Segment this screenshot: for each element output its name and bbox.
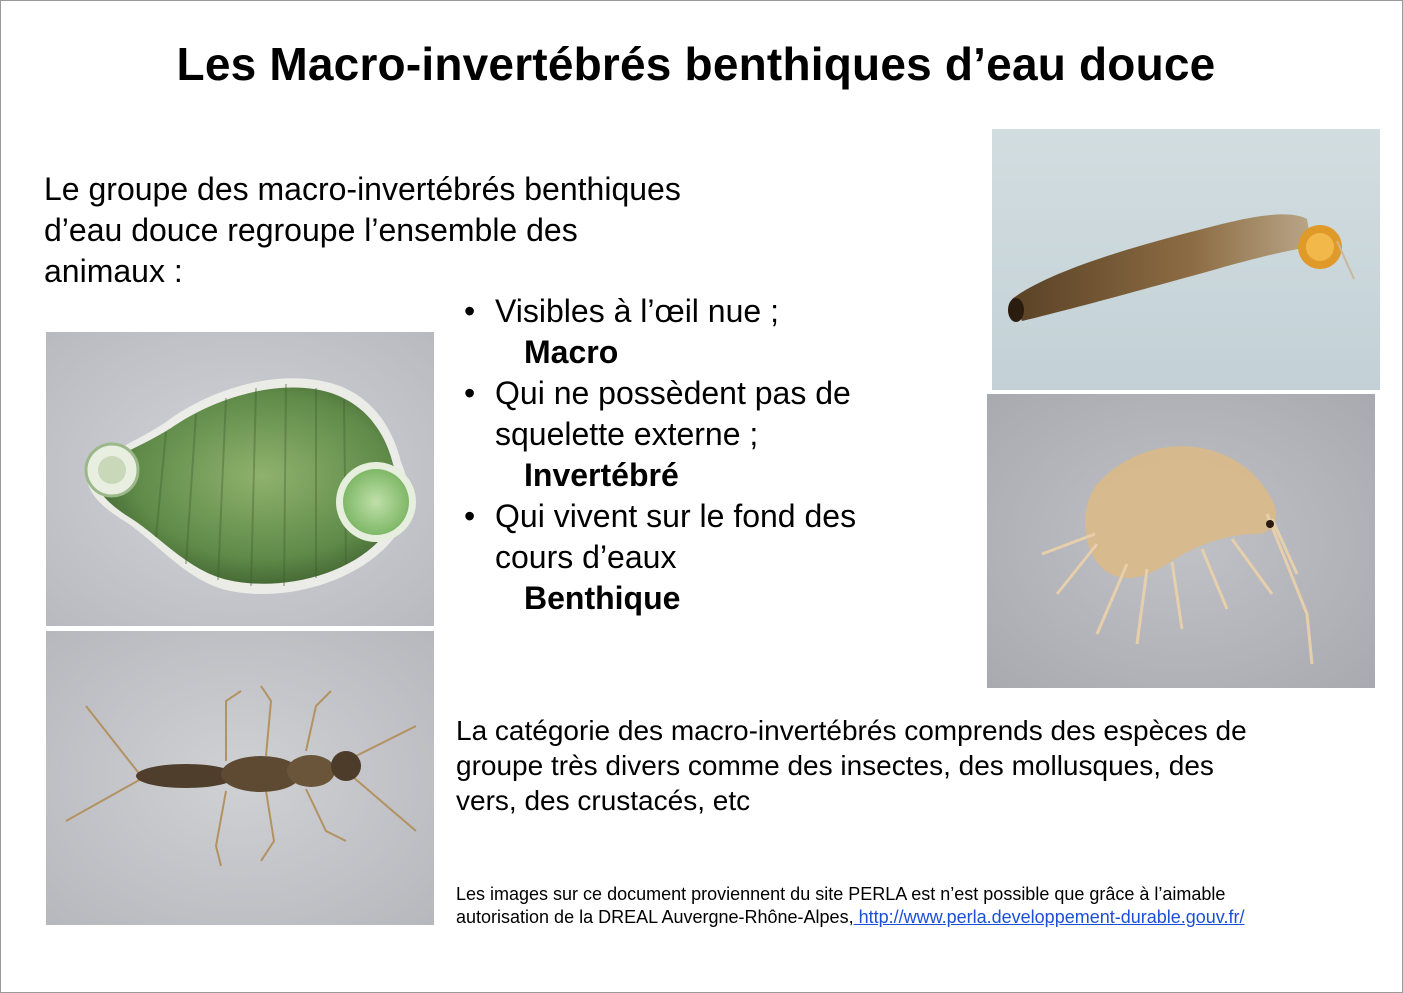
- criteria-item-invertebrate: [464, 373, 944, 496]
- intro-paragraph: [44, 169, 804, 292]
- stonefly-photo: [46, 631, 434, 925]
- criteria-item-visible: [464, 291, 944, 373]
- gammarus-photo: [987, 394, 1375, 688]
- category-paragraph: [456, 713, 1361, 818]
- category-line: La catégorie des macro-invertébrés comprends des espèces de: [456, 715, 1247, 746]
- bullet-dot: •: [464, 375, 476, 411]
- criteria-keyword: Benthique: [524, 580, 681, 616]
- leech-illustration: [46, 332, 434, 626]
- gammarus-illustration: [987, 394, 1375, 688]
- criteria-keyword: Invertébré: [524, 457, 679, 493]
- caddisfly-photo: [992, 129, 1380, 390]
- perla-link[interactable]: http://www.perla.developpement-durable.gouv.fr/: [853, 907, 1245, 927]
- criteria-keyword: Macro: [524, 334, 619, 370]
- criteria-text: Qui ne possèdent pas de: [495, 375, 851, 411]
- credit-line: [456, 906, 1376, 929]
- intro-line: d’eau douce regroupe l’ensemble des: [44, 212, 578, 248]
- bullet-dot: •: [464, 498, 476, 534]
- intro-line: Le groupe des macro-invertébrés benthiques: [44, 171, 681, 207]
- category-line: vers, des crustacés, etc: [456, 785, 751, 816]
- criteria-list: [464, 291, 944, 619]
- leech-photo: [46, 332, 434, 626]
- stonefly-illustration: [46, 631, 434, 925]
- image-credit: [456, 883, 1376, 929]
- bullet-dot: •: [464, 293, 476, 329]
- caddisfly-illustration: [992, 129, 1380, 390]
- credit-text: autorisation de la DREAL Auvergne-Rhône-Alpes,: [456, 907, 854, 927]
- credit-line: Les images sur ce document proviennent du site PERLA est n’est possible que grâce à l’aimable: [456, 884, 1226, 904]
- criteria-text: squelette externe ;: [495, 416, 759, 452]
- criteria-text: cours d’eaux: [495, 539, 677, 575]
- category-line: groupe très divers comme des insectes, des mollusques, des: [456, 750, 1214, 781]
- slide-title: Les Macro-invertébrés benthiques d’eau douce: [176, 38, 1216, 90]
- intro-line: animaux :: [44, 253, 183, 289]
- criteria-item-benthic: [464, 496, 944, 619]
- criteria-text: Visibles à l’œil nue ;: [495, 293, 779, 329]
- criteria-text: Qui vivent sur le fond des: [495, 498, 857, 534]
